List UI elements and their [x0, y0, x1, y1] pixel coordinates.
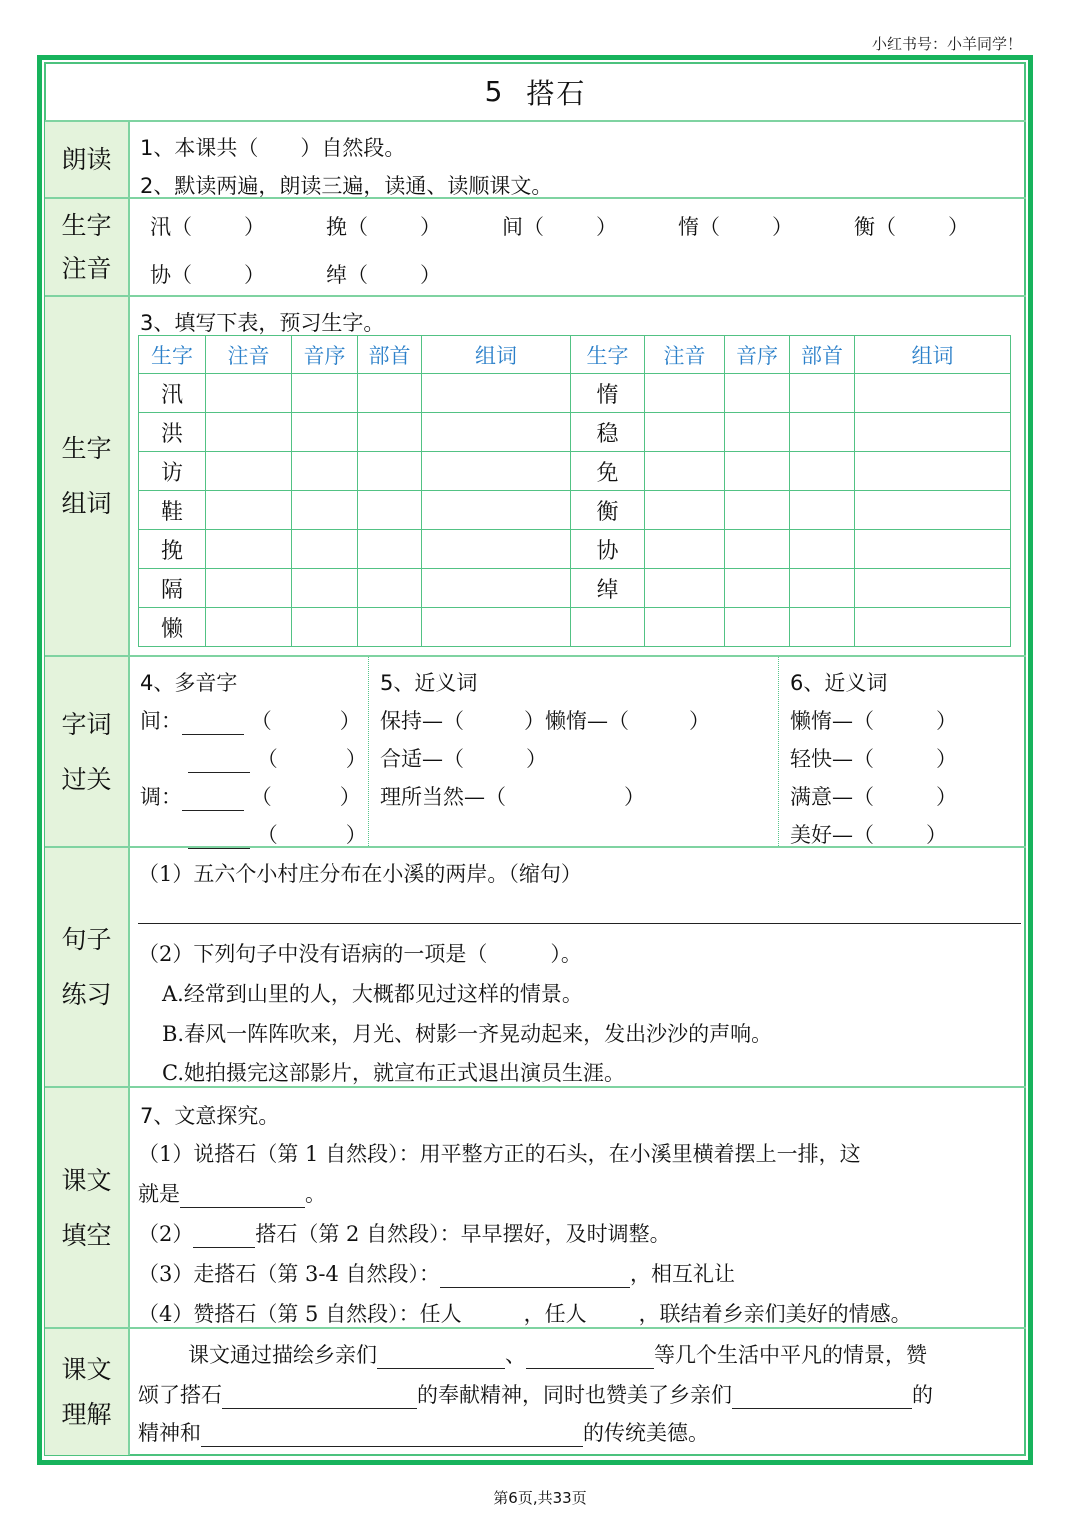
pinyin-item[interactable]: 间（ ） — [502, 215, 617, 239]
answer-cell[interactable] — [358, 530, 422, 569]
table-row — [139, 491, 1011, 530]
polyphone-item[interactable]: 间： （ ） — [140, 709, 361, 733]
answer-cell[interactable] — [725, 374, 790, 413]
pinyin-item[interactable]: 惰（ ） — [678, 215, 793, 239]
fill-item-1-cont[interactable]: 就是 。 — [138, 1182, 326, 1206]
fill-item-3[interactable]: （3）走搭石（第 3-4 自然段）： ，相互礼让 — [138, 1262, 736, 1286]
answer-cell[interactable] — [645, 530, 725, 569]
option-b: B.春风一阵阵吹来，月光、树影一齐晃动起来，发出沙沙的声响。 — [162, 1022, 773, 1046]
table-header-row — [139, 336, 1011, 374]
header-cell: 组词 — [422, 336, 571, 374]
polyphone-item[interactable]: （ ） — [140, 743, 367, 773]
section-label: 字词 过关 — [45, 657, 130, 846]
answer-cell[interactable] — [422, 608, 571, 647]
section-label: 生字 注音 — [45, 199, 130, 295]
character-cell: 稳 — [571, 413, 645, 452]
character-cell: 洪 — [139, 413, 206, 452]
answer-cell[interactable] — [358, 491, 422, 530]
answer-cell[interactable] — [292, 569, 358, 608]
answer-cell[interactable] — [206, 452, 292, 491]
section-label: 生字 组词 — [45, 297, 130, 655]
character-cell: 访 — [139, 452, 206, 491]
character-cell: 懒 — [139, 608, 206, 647]
table-row — [139, 374, 1011, 413]
polyphone-item[interactable]: 调： （ ） — [140, 785, 361, 809]
character-cell: 挽 — [139, 530, 206, 569]
section-vocab — [45, 655, 1026, 846]
answer-cell[interactable] — [422, 569, 571, 608]
answer-cell[interactable] — [725, 530, 790, 569]
page-number: 第6页,共33页 — [493, 1489, 587, 1507]
header-cell: 部首 — [358, 336, 422, 374]
reading-item-1: 1、本课共（ ）自然段。 — [140, 136, 406, 160]
antonym-item[interactable]: 懒惰—（ ） — [790, 709, 957, 733]
option-a: A.经常到山里的人，大概都见过这样的情景。 — [162, 982, 583, 1006]
section-label: 课文 理解 — [45, 1329, 130, 1455]
character-cell: 衡 — [571, 491, 645, 530]
answer-cell[interactable] — [790, 374, 855, 413]
table-row — [139, 530, 1011, 569]
section-pinyin — [45, 197, 1026, 295]
answer-cell[interactable] — [725, 452, 790, 491]
answer-cell[interactable] — [855, 530, 1011, 569]
table-row — [139, 608, 1011, 647]
answer-cell[interactable] — [645, 491, 725, 530]
answer-cell[interactable] — [790, 569, 855, 608]
table-row — [139, 452, 1011, 491]
polyphone-heading: 4、多音字 — [140, 671, 238, 695]
answer-cell[interactable] — [645, 608, 725, 647]
answer-cell[interactable] — [645, 452, 725, 491]
answer-cell[interactable] — [855, 413, 1011, 452]
pinyin-item[interactable]: 协（ ） — [150, 263, 265, 287]
answer-cell[interactable] — [725, 491, 790, 530]
answer-cell[interactable] — [292, 413, 358, 452]
section-understanding — [45, 1327, 1026, 1455]
answer-cell[interactable] — [292, 374, 358, 413]
answer-cell[interactable] — [422, 530, 571, 569]
answer-cell[interactable] — [292, 608, 358, 647]
lesson-title: 搭石 — [526, 76, 587, 110]
sentence-q2: （2）下列句子中没有语病的一项是（ ）。 — [138, 942, 582, 966]
answer-cell[interactable] — [790, 608, 855, 647]
answer-cell[interactable] — [358, 569, 422, 608]
answer-cell[interactable] — [422, 413, 571, 452]
synonym-item[interactable]: 理所当然—（ ） — [380, 785, 645, 809]
column-divider — [778, 657, 779, 846]
character-cell: 鞋 — [139, 491, 206, 530]
answer-cell[interactable] — [725, 608, 790, 647]
section-label: 句子 练习 — [45, 848, 130, 1086]
answer-cell[interactable] — [358, 374, 422, 413]
synonyms-heading: 5、近义词 — [380, 671, 478, 695]
character-cell: 惰 — [571, 374, 645, 413]
answer-cell[interactable] — [725, 413, 790, 452]
understanding-line-2[interactable]: 颂了搭石 的奉献精神，同时也赞美了乡亲们 的 — [138, 1383, 933, 1407]
synonym-item[interactable]: 合适—（ ） — [380, 747, 547, 771]
section-label: 课文 填空 — [45, 1088, 130, 1327]
section-sentences — [45, 846, 1026, 1086]
option-c: C.她拍摄完这部影片，就宣布正式退出演员生涯。 — [162, 1061, 625, 1085]
antonyms-heading: 6、近义词 — [790, 671, 888, 695]
pinyin-item[interactable]: 绰（ ） — [326, 263, 441, 287]
lesson-number: 5 — [484, 75, 505, 108]
answer-cell[interactable] — [292, 491, 358, 530]
answer-cell[interactable] — [855, 608, 1011, 647]
answer-cell[interactable] — [855, 491, 1011, 530]
answer-cell[interactable] — [206, 413, 292, 452]
header-cell: 音序 — [292, 336, 358, 374]
column-divider — [368, 657, 369, 846]
watermark: 小红书号：小羊同学！ — [871, 35, 1022, 53]
section-reading — [45, 120, 1026, 197]
reading-item-2: 2、默读两遍，朗读三遍，读通、读顺课文。 — [140, 174, 553, 198]
answer-cell[interactable] — [206, 530, 292, 569]
answer-cell[interactable] — [292, 452, 358, 491]
answer-cell[interactable] — [422, 452, 571, 491]
answer-cell[interactable] — [422, 491, 571, 530]
answer-cell[interactable] — [358, 608, 422, 647]
answer-cell[interactable] — [206, 569, 292, 608]
header-cell: 部首 — [790, 336, 855, 374]
understanding-line-3[interactable]: 精神和 的传统美德。 — [138, 1421, 709, 1445]
answer-cell[interactable] — [422, 374, 571, 413]
fill-heading: 7、文意探究。 — [140, 1104, 280, 1128]
synonym-item[interactable]: 保持—（ ）懒惰—（ ） — [380, 709, 710, 733]
answer-cell[interactable] — [645, 413, 725, 452]
answer-cell[interactable] — [206, 491, 292, 530]
character-cell: 隔 — [139, 569, 206, 608]
fill-item-1: （1）说搭石（第 1 自然段）：用平整方正的石头，在小溪里横着摆上一排，这 — [138, 1142, 861, 1166]
header-cell: 音序 — [725, 336, 790, 374]
antonym-item[interactable]: 美好—（ ） — [790, 823, 947, 847]
answer-cell[interactable] — [645, 374, 725, 413]
answer-cell[interactable] — [206, 608, 292, 647]
answer-cell[interactable] — [725, 569, 790, 608]
character-cell: 协 — [571, 530, 645, 569]
answer-cell[interactable] — [855, 452, 1011, 491]
answer-cell[interactable] — [855, 374, 1011, 413]
answer-line[interactable] — [138, 923, 1021, 924]
words-instruction: 3、填写下表，预习生字。 — [140, 311, 385, 335]
page-title — [45, 63, 1026, 120]
answer-cell[interactable] — [855, 569, 1011, 608]
answer-cell[interactable] — [358, 413, 422, 452]
character-cell: 免 — [571, 452, 645, 491]
pinyin-item[interactable]: 汛（ ） — [150, 215, 265, 239]
header-cell: 生字 — [139, 336, 206, 374]
header-cell: 生字 — [571, 336, 645, 374]
answer-cell[interactable] — [790, 452, 855, 491]
antonym-item[interactable]: 轻快—（ ） — [790, 747, 957, 771]
section-label: 朗读 — [45, 122, 130, 197]
header-cell: 注音 — [206, 336, 292, 374]
header-cell: 组词 — [855, 336, 1011, 374]
sentence-q1: （1）五六个小村庄分布在小溪的两岸。（缩句） — [138, 862, 582, 886]
answer-cell[interactable] — [206, 374, 292, 413]
character-cell — [571, 608, 645, 647]
antonym-item[interactable]: 满意—（ ） — [790, 785, 957, 809]
answer-cell[interactable] — [790, 413, 855, 452]
answer-cell[interactable] — [790, 491, 855, 530]
header-cell: 注音 — [645, 336, 725, 374]
understanding-line-1[interactable]: 课文通过描绘乡亲们 、 等几个生活中平凡的情景，赞 — [188, 1343, 927, 1367]
pinyin-item[interactable]: 衡（ ） — [854, 215, 969, 239]
fill-item-2[interactable]: （2） 搭石（第 2 自然段）：早早摆好，及时调整。 — [138, 1222, 671, 1246]
answer-cell[interactable] — [790, 530, 855, 569]
pinyin-item[interactable]: 挽（ ） — [326, 215, 441, 239]
polyphone-item[interactable]: （ ） — [140, 819, 367, 849]
answer-cell[interactable] — [645, 569, 725, 608]
answer-cell[interactable] — [358, 452, 422, 491]
table-row — [139, 569, 1011, 608]
character-cell: 绰 — [571, 569, 645, 608]
section-fill — [45, 1086, 1026, 1327]
answer-cell[interactable] — [292, 530, 358, 569]
table-row — [139, 413, 1011, 452]
character-cell: 汛 — [139, 374, 206, 413]
character-table — [138, 335, 1011, 647]
fill-item-4[interactable]: （4）赞搭石（第 5 自然段）：任人 ，任人 ，联结着乡亲们美好的情感。 — [138, 1302, 912, 1326]
